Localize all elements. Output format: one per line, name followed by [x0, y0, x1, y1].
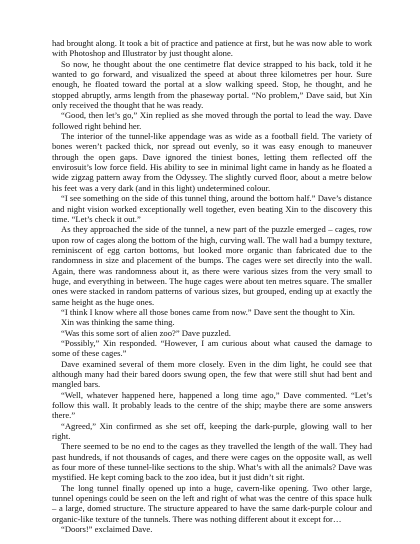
paragraph: Dave examined several of them more closely. Even in the dim light, he could see that although many had their bared doors swung open, the few that were still shut had bent and mangled bars. [52, 358, 372, 390]
paragraph: “Possibly,” Xin responded. “However, I am curious about what caused the damage to some of these cages.” [52, 337, 372, 359]
paragraph: The interior of the tunnel-like appendage was as wide as a football field. The variety of bones weren’t packed thick, nor spread out evenly, so it was easy enough to maneuver through the open gaps. Dave ignored the tiniest bones, letting them reflected off the envirosuit’s low force field. His ability to see in minimal light came in handy as he floated a wide zigzag pattern away from the Odyssey. The slightly curved floor, about a metre below his feet was a very dark (and in this light) undetermined colour. [52, 131, 372, 193]
paragraph: “I think I know where all those bones came from now.” Dave sent the thought to Xin. [61, 306, 355, 317]
paragraph: There seemed to be no end to the cages as they travelled the length of the wall. They had past hundreds, if not thousands of cages, and there were cages on the opposite wall, as well as four more of these tunnel-like sections to the ship. What’s with all the animals? Dave was mystified. He kept coming back to the zoo idea, but it just didn’t sit right. [52, 441, 372, 483]
paragraph: As they approached the side of the tunnel, a new part of the puzzle emerged – cages, row upon row of cages along the bottom of the high, curving wall. The wall had a bumpy texture, reminiscent of egg carton bottoms, but looked more organic than fabricated due to the randomness in size and placement of the bumps. The cages were set directly into the wall. Again, there was randomness about it, as there were various sizes from the very small to huge, and everything in between. The huge cages were about ten metres square. The smaller ones were stacked in random patterns of various sizes, but grouped, ending up at exactly the same height as the huge ones. [52, 224, 372, 307]
paragraph: “Good, then let’s go,” Xin replied as she moved through the portal to lead the way. Dave followed right behind her. [52, 110, 372, 131]
paragraph: “Was this some sort of alien zoo?” Dave puzzled. [61, 327, 231, 338]
paragraph: “Agreed,” Xin confirmed as she set off, keeping the dark-purple, glowing wall to her right. [52, 420, 372, 442]
paragraph: “Doors!” exclaimed Dave. [61, 524, 153, 535]
paragraph: The long tunnel finally opened up into a huge, cavern-like opening. Two other large, tunnel openings could be seen on the left and right of what was the centre of this space hulk – a large, domed structure. The structure appeared to have the same dark-purple colour and organic-like texture of the tunnels. There was nothing different about it except for… [52, 482, 372, 524]
paragraph: had brought along. It took a bit of practice and patience at first, but he was now able to work with Photoshop and Illustrator by just thought alone. [52, 38, 372, 59]
paragraph: “Well, whatever happened here, happened a long time ago,” Dave commented. “Let’s follow this wall. It probably leads to the centre of the ship; maybe there are some answers there.” [52, 389, 372, 421]
paragraph: So now, he thought about the one centimetre flat device strapped to his back, told it he wanted to go forward, and visualized the speed at about three kilometres per hour. Sure enough, he floated toward the portal at a slow walking speed. Stop, he thought, and he stopped abruptly, arms length from the phaseway portal. “No problem,” Dave said, but Xin only received the thought that he was ready. [52, 58, 372, 111]
paragraph: Xin was thinking the same thing. [61, 317, 175, 328]
body-text [52, 38, 372, 535]
paragraph: “I see something on the side of this tunnel thing, around the bottom half.” Dave’s distance and night vision worked exceptionally well together, even beating Xin to the discovery this time. “Let’s check it out.” [52, 193, 372, 224]
